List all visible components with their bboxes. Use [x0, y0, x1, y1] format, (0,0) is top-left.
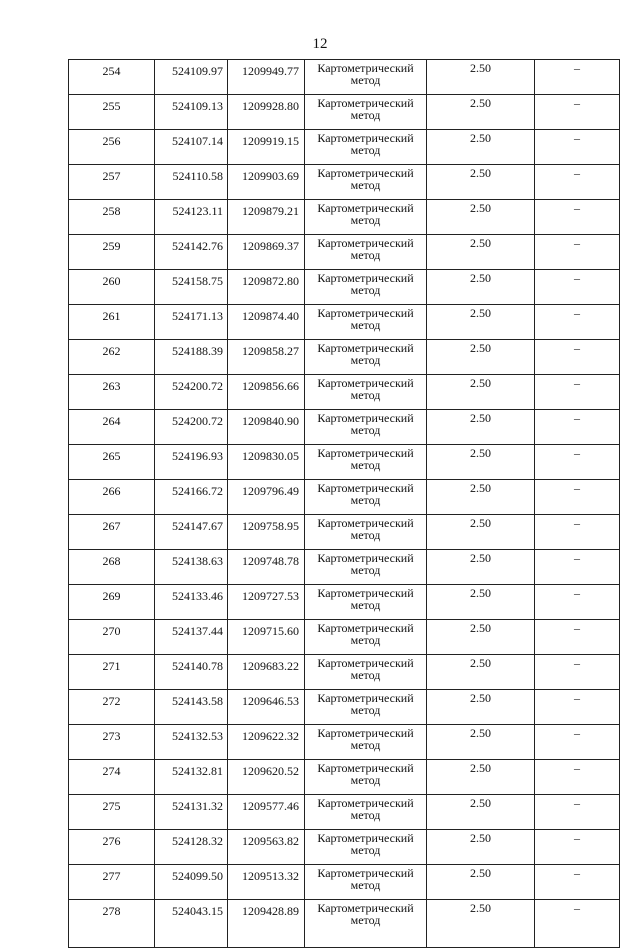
- method-line-2: метод: [350, 213, 381, 227]
- table-row: [69, 480, 620, 515]
- accuracy-cell: 2.50: [427, 655, 535, 690]
- y-coordinate-cell: 1209428.89: [228, 900, 305, 948]
- method-line-1: Картометрический: [317, 621, 414, 635]
- accuracy-cell: 2.50: [427, 480, 535, 515]
- accuracy-cell: 2.50: [427, 165, 535, 200]
- y-coordinate-cell: 1209879.21: [228, 200, 305, 235]
- x-coordinate-cell: 524166.72: [155, 480, 228, 515]
- method-line-2: метод: [350, 353, 381, 367]
- table-row: [69, 865, 620, 900]
- x-coordinate-cell: 524043.15: [155, 900, 228, 948]
- description-cell: –: [535, 865, 620, 900]
- method-cell: [305, 305, 427, 340]
- method-line-1: Картометрический: [317, 411, 414, 425]
- method-line-1: Картометрический: [317, 761, 414, 775]
- y-coordinate-cell: 1209563.82: [228, 830, 305, 865]
- point-number-cell: 272: [69, 690, 155, 725]
- point-number-cell: 275: [69, 795, 155, 830]
- point-number-cell: 263: [69, 375, 155, 410]
- method-line-1: Картометрический: [317, 691, 414, 705]
- point-number-cell: 261: [69, 305, 155, 340]
- accuracy-cell: 2.50: [427, 550, 535, 585]
- method-line-2: метод: [350, 178, 381, 192]
- method-line-2: метод: [350, 248, 381, 262]
- point-number-cell: 267: [69, 515, 155, 550]
- accuracy-cell: 2.50: [427, 410, 535, 445]
- description-cell: –: [535, 340, 620, 375]
- method-cell: [305, 410, 427, 445]
- point-number-cell: 278: [69, 900, 155, 948]
- accuracy-cell: 2.50: [427, 760, 535, 795]
- y-coordinate-cell: 1209949.77: [228, 60, 305, 95]
- description-cell: –: [535, 760, 620, 795]
- method-cell: [305, 165, 427, 200]
- coordinates-table-body: [69, 60, 620, 948]
- point-number-cell: 264: [69, 410, 155, 445]
- table-row: [69, 340, 620, 375]
- table-row: [69, 725, 620, 760]
- table-row: [69, 900, 620, 948]
- method-line-2: метод: [350, 878, 381, 892]
- method-line-2: метод: [350, 143, 381, 157]
- description-cell: –: [535, 95, 620, 130]
- method-line-2: метод: [350, 738, 381, 752]
- method-cell: [305, 585, 427, 620]
- point-number-cell: 266: [69, 480, 155, 515]
- y-coordinate-cell: 1209840.90: [228, 410, 305, 445]
- y-coordinate-cell: 1209830.05: [228, 445, 305, 480]
- coordinates-table: [68, 59, 620, 948]
- accuracy-cell: 2.50: [427, 95, 535, 130]
- method-line-1: Картометрический: [317, 166, 414, 180]
- y-coordinate-cell: 1209928.80: [228, 95, 305, 130]
- y-coordinate-cell: 1209646.53: [228, 690, 305, 725]
- table-row: [69, 235, 620, 270]
- method-line-2: метод: [350, 528, 381, 542]
- description-cell: –: [535, 165, 620, 200]
- page-number: 12: [312, 36, 328, 52]
- description-cell: –: [535, 480, 620, 515]
- accuracy-cell: 2.50: [427, 865, 535, 900]
- x-coordinate-cell: 524107.14: [155, 130, 228, 165]
- method-line-1: Картометрический: [317, 516, 414, 530]
- y-coordinate-cell: 1209869.37: [228, 235, 305, 270]
- accuracy-cell: 2.50: [427, 900, 535, 948]
- method-line-2: метод: [350, 108, 381, 122]
- description-cell: –: [535, 60, 620, 95]
- description-cell: –: [535, 235, 620, 270]
- method-line-2: метод: [350, 703, 381, 717]
- y-coordinate-cell: 1209513.32: [228, 865, 305, 900]
- x-coordinate-cell: 524123.11: [155, 200, 228, 235]
- method-line-1: Картометрический: [317, 341, 414, 355]
- method-cell: [305, 865, 427, 900]
- method-line-1: Картометрический: [317, 271, 414, 285]
- method-cell: [305, 725, 427, 760]
- description-cell: –: [535, 130, 620, 165]
- method-line-1: Картометрический: [317, 236, 414, 250]
- point-number-cell: 268: [69, 550, 155, 585]
- accuracy-cell: 2.50: [427, 515, 535, 550]
- method-line-1: Картометрический: [317, 796, 414, 810]
- y-coordinate-cell: 1209903.69: [228, 165, 305, 200]
- point-number-cell: 271: [69, 655, 155, 690]
- method-cell: [305, 655, 427, 690]
- method-line-1: Картометрический: [317, 586, 414, 600]
- method-cell: [305, 340, 427, 375]
- y-coordinate-cell: 1209748.78: [228, 550, 305, 585]
- x-coordinate-cell: 524200.72: [155, 410, 228, 445]
- x-coordinate-cell: 524110.58: [155, 165, 228, 200]
- method-line-2: метод: [350, 668, 381, 682]
- description-cell: –: [535, 375, 620, 410]
- method-cell: [305, 550, 427, 585]
- method-cell: [305, 480, 427, 515]
- description-cell: –: [535, 725, 620, 760]
- method-cell: [305, 690, 427, 725]
- x-coordinate-cell: 524142.76: [155, 235, 228, 270]
- table-row: [69, 95, 620, 130]
- method-line-2: метод: [350, 73, 381, 87]
- accuracy-cell: 2.50: [427, 375, 535, 410]
- method-cell: [305, 130, 427, 165]
- y-coordinate-cell: 1209872.80: [228, 270, 305, 305]
- method-line-2: метод: [350, 843, 381, 857]
- method-line-2: метод: [350, 598, 381, 612]
- x-coordinate-cell: 524140.78: [155, 655, 228, 690]
- x-coordinate-cell: 524188.39: [155, 340, 228, 375]
- table-row: [69, 130, 620, 165]
- description-cell: –: [535, 550, 620, 585]
- description-cell: –: [535, 410, 620, 445]
- accuracy-cell: 2.50: [427, 235, 535, 270]
- table-row: [69, 60, 620, 95]
- point-number-cell: 276: [69, 830, 155, 865]
- accuracy-cell: 2.50: [427, 725, 535, 760]
- x-coordinate-cell: 524132.81: [155, 760, 228, 795]
- method-cell: [305, 200, 427, 235]
- description-cell: –: [535, 620, 620, 655]
- description-cell: –: [535, 900, 620, 948]
- method-cell: [305, 60, 427, 95]
- y-coordinate-cell: 1209683.22: [228, 655, 305, 690]
- table-row: [69, 270, 620, 305]
- accuracy-cell: 2.50: [427, 620, 535, 655]
- description-cell: –: [535, 305, 620, 340]
- point-number-cell: 269: [69, 585, 155, 620]
- description-cell: –: [535, 515, 620, 550]
- accuracy-cell: 2.50: [427, 690, 535, 725]
- table-row: [69, 165, 620, 200]
- y-coordinate-cell: 1209577.46: [228, 795, 305, 830]
- point-number-cell: 257: [69, 165, 155, 200]
- x-coordinate-cell: 524196.93: [155, 445, 228, 480]
- description-cell: –: [535, 585, 620, 620]
- method-line-1: Картометрический: [317, 551, 414, 565]
- x-coordinate-cell: 524137.44: [155, 620, 228, 655]
- method-line-1: Картометрический: [317, 306, 414, 320]
- method-cell: [305, 235, 427, 270]
- accuracy-cell: 2.50: [427, 305, 535, 340]
- y-coordinate-cell: 1209796.49: [228, 480, 305, 515]
- method-line-1: Картометрический: [317, 446, 414, 460]
- table-row: [69, 795, 620, 830]
- method-line-2: метод: [350, 808, 381, 822]
- method-line-2: метод: [350, 633, 381, 647]
- method-cell: [305, 375, 427, 410]
- x-coordinate-cell: 524158.75: [155, 270, 228, 305]
- accuracy-cell: 2.50: [427, 200, 535, 235]
- y-coordinate-cell: 1209622.32: [228, 725, 305, 760]
- point-number-cell: 260: [69, 270, 155, 305]
- method-cell: [305, 95, 427, 130]
- x-coordinate-cell: 524200.72: [155, 375, 228, 410]
- method-line-1: Картометрический: [317, 61, 414, 75]
- y-coordinate-cell: 1209874.40: [228, 305, 305, 340]
- description-cell: –: [535, 830, 620, 865]
- point-number-cell: 259: [69, 235, 155, 270]
- method-cell: [305, 620, 427, 655]
- x-coordinate-cell: 524109.97: [155, 60, 228, 95]
- method-line-2: метод: [350, 423, 381, 437]
- method-line-1: Картометрический: [317, 726, 414, 740]
- point-number-cell: 273: [69, 725, 155, 760]
- method-cell: [305, 515, 427, 550]
- method-line-1: Картометрический: [317, 131, 414, 145]
- description-cell: –: [535, 655, 620, 690]
- method-line-1: Картометрический: [317, 201, 414, 215]
- description-cell: –: [535, 270, 620, 305]
- x-coordinate-cell: 524138.63: [155, 550, 228, 585]
- method-line-1: Картометрический: [317, 481, 414, 495]
- accuracy-cell: 2.50: [427, 270, 535, 305]
- point-number-cell: 265: [69, 445, 155, 480]
- method-line-2: метод: [350, 388, 381, 402]
- method-line-2: метод: [350, 913, 381, 927]
- table-row: [69, 760, 620, 795]
- point-number-cell: 255: [69, 95, 155, 130]
- table-row: [69, 375, 620, 410]
- accuracy-cell: 2.50: [427, 445, 535, 480]
- y-coordinate-cell: 1209620.52: [228, 760, 305, 795]
- y-coordinate-cell: 1209858.27: [228, 340, 305, 375]
- y-coordinate-cell: 1209727.53: [228, 585, 305, 620]
- description-cell: –: [535, 200, 620, 235]
- point-number-cell: 274: [69, 760, 155, 795]
- table-row: [69, 410, 620, 445]
- method-line-2: метод: [350, 773, 381, 787]
- table-row: [69, 445, 620, 480]
- x-coordinate-cell: 524132.53: [155, 725, 228, 760]
- point-number-cell: 256: [69, 130, 155, 165]
- table-row: [69, 690, 620, 725]
- table-row: [69, 550, 620, 585]
- x-coordinate-cell: 524171.13: [155, 305, 228, 340]
- x-coordinate-cell: 524128.32: [155, 830, 228, 865]
- y-coordinate-cell: 1209919.15: [228, 130, 305, 165]
- method-line-1: Картометрический: [317, 96, 414, 110]
- y-coordinate-cell: 1209715.60: [228, 620, 305, 655]
- method-line-1: Картометрический: [317, 376, 414, 390]
- point-number-cell: 277: [69, 865, 155, 900]
- accuracy-cell: 2.50: [427, 830, 535, 865]
- method-line-1: Картометрический: [317, 866, 414, 880]
- description-cell: –: [535, 795, 620, 830]
- method-line-2: метод: [350, 283, 381, 297]
- accuracy-cell: 2.50: [427, 585, 535, 620]
- x-coordinate-cell: 524131.32: [155, 795, 228, 830]
- table-row: [69, 830, 620, 865]
- y-coordinate-cell: 1209856.66: [228, 375, 305, 410]
- method-cell: [305, 445, 427, 480]
- point-number-cell: 262: [69, 340, 155, 375]
- method-line-2: метод: [350, 493, 381, 507]
- table-row: [69, 515, 620, 550]
- accuracy-cell: 2.50: [427, 60, 535, 95]
- point-number-cell: 270: [69, 620, 155, 655]
- y-coordinate-cell: 1209758.95: [228, 515, 305, 550]
- x-coordinate-cell: 524143.58: [155, 690, 228, 725]
- table-row: [69, 655, 620, 690]
- method-line-2: метод: [350, 318, 381, 332]
- description-cell: –: [535, 445, 620, 480]
- method-line-2: метод: [350, 563, 381, 577]
- table-row: [69, 200, 620, 235]
- method-line-1: Картометрический: [317, 901, 414, 915]
- x-coordinate-cell: 524133.46: [155, 585, 228, 620]
- accuracy-cell: 2.50: [427, 130, 535, 165]
- method-line-2: метод: [350, 458, 381, 472]
- table-row: [69, 585, 620, 620]
- accuracy-cell: 2.50: [427, 795, 535, 830]
- x-coordinate-cell: 524099.50: [155, 865, 228, 900]
- point-number-cell: 258: [69, 200, 155, 235]
- method-line-1: Картометрический: [317, 831, 414, 845]
- table-row: [69, 620, 620, 655]
- method-cell: [305, 760, 427, 795]
- method-line-1: Картометрический: [317, 656, 414, 670]
- method-cell: [305, 795, 427, 830]
- table-row: [69, 305, 620, 340]
- description-cell: –: [535, 690, 620, 725]
- point-number-cell: 254: [69, 60, 155, 95]
- method-cell: [305, 270, 427, 305]
- accuracy-cell: 2.50: [427, 340, 535, 375]
- x-coordinate-cell: 524109.13: [155, 95, 228, 130]
- method-cell: [305, 830, 427, 865]
- method-cell: [305, 900, 427, 948]
- x-coordinate-cell: 524147.67: [155, 515, 228, 550]
